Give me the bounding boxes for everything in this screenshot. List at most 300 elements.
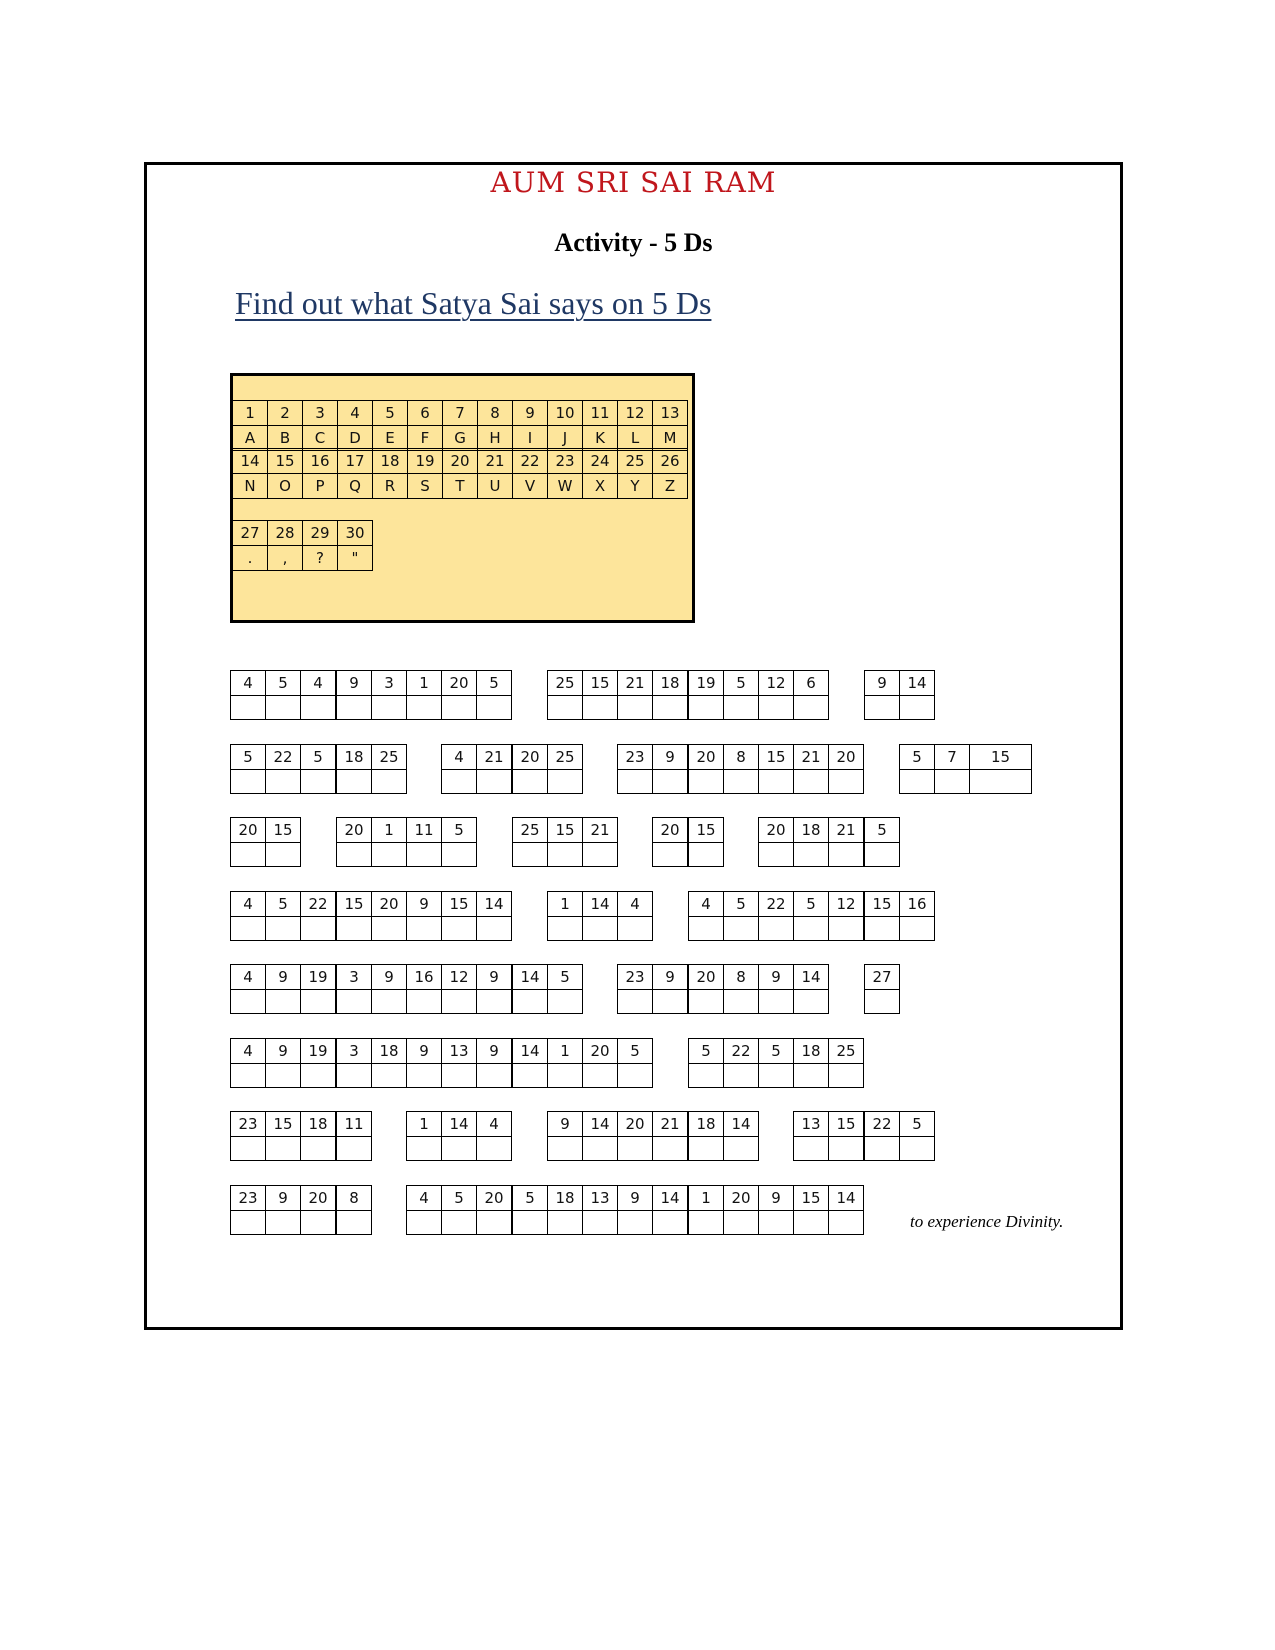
- answer-blank[interactable]: [759, 990, 793, 1014]
- answer-blank[interactable]: [548, 843, 582, 867]
- answer-blank[interactable]: [829, 770, 863, 794]
- answer-blank[interactable]: [301, 917, 335, 941]
- puzzle-cell[interactable]: [688, 1185, 724, 1235]
- answer-blank[interactable]: [653, 843, 687, 867]
- answer-blank[interactable]: [231, 917, 265, 941]
- puzzle-cell[interactable]: [652, 670, 688, 720]
- puzzle-cell[interactable]: [547, 891, 583, 941]
- puzzle-cell[interactable]: [371, 1038, 407, 1088]
- puzzle-cell[interactable]: [934, 744, 970, 794]
- answer-blank[interactable]: [337, 770, 371, 794]
- answer-blank[interactable]: [231, 1064, 265, 1088]
- puzzle-cell[interactable]: [688, 817, 724, 867]
- puzzle-cell[interactable]: [547, 1111, 583, 1161]
- puzzle-number: 18: [794, 818, 828, 843]
- answer-blank[interactable]: [935, 770, 969, 794]
- puzzle-number: 15: [337, 892, 371, 917]
- key-entry: [513, 448, 548, 499]
- puzzle-cell[interactable]: [265, 1111, 301, 1161]
- puzzle-cell[interactable]: [406, 1185, 442, 1235]
- puzzle-cell[interactable]: [688, 1111, 724, 1161]
- answer-blank[interactable]: [442, 990, 476, 1014]
- puzzle-cell[interactable]: [371, 964, 407, 1014]
- puzzle-cell[interactable]: [864, 817, 900, 867]
- puzzle-cell[interactable]: [441, 744, 477, 794]
- puzzle-cell[interactable]: [582, 891, 618, 941]
- answer-blank[interactable]: [900, 696, 934, 720]
- puzzle-cell[interactable]: [688, 964, 724, 1014]
- puzzle-cell[interactable]: [265, 1185, 301, 1235]
- answer-blank[interactable]: [618, 696, 652, 720]
- puzzle-cell[interactable]: [652, 744, 688, 794]
- puzzle-cell[interactable]: [899, 891, 935, 941]
- answer-blank[interactable]: [442, 1211, 476, 1235]
- puzzle-cell[interactable]: [300, 1185, 336, 1235]
- answer-blank[interactable]: [442, 1137, 476, 1161]
- puzzle-cell[interactable]: [512, 1038, 548, 1088]
- key-number: 12: [617, 400, 653, 426]
- answer-blank[interactable]: [231, 770, 265, 794]
- answer-blank[interactable]: [477, 990, 511, 1014]
- puzzle-number: 1: [548, 892, 582, 917]
- answer-blank[interactable]: [829, 843, 863, 867]
- answer-blank[interactable]: [653, 770, 687, 794]
- answer-blank[interactable]: [689, 1064, 723, 1088]
- puzzle-number: 5: [759, 1039, 793, 1064]
- key-entry: [303, 520, 338, 571]
- answer-blank[interactable]: [794, 1064, 828, 1088]
- answer-blank[interactable]: [231, 696, 265, 720]
- puzzle-cell[interactable]: [723, 964, 759, 1014]
- answer-blank[interactable]: [372, 843, 406, 867]
- answer-blank[interactable]: [653, 1137, 687, 1161]
- puzzle-cell[interactable]: [265, 817, 301, 867]
- answer-blank[interactable]: [759, 696, 793, 720]
- answer-blank[interactable]: [513, 1064, 547, 1088]
- answer-blank[interactable]: [618, 917, 652, 941]
- puzzle-cell[interactable]: [652, 817, 688, 867]
- puzzle-cell[interactable]: [265, 1038, 301, 1088]
- puzzle-cell[interactable]: [336, 891, 372, 941]
- puzzle-cell[interactable]: [441, 670, 477, 720]
- answer-blank[interactable]: [301, 990, 335, 1014]
- answer-blank[interactable]: [442, 917, 476, 941]
- puzzle-cell[interactable]: [617, 891, 653, 941]
- answer-blank[interactable]: [337, 1211, 371, 1235]
- answer-blank[interactable]: [865, 843, 899, 867]
- puzzle-cell[interactable]: [230, 964, 266, 1014]
- puzzle-cell[interactable]: [758, 1185, 794, 1235]
- answer-blank[interactable]: [583, 917, 617, 941]
- puzzle-cell[interactable]: [793, 744, 829, 794]
- puzzle-cell[interactable]: [300, 964, 336, 1014]
- answer-blank[interactable]: [548, 1211, 582, 1235]
- answer-blank[interactable]: [794, 770, 828, 794]
- answer-blank[interactable]: [970, 770, 1031, 794]
- puzzle-cell[interactable]: [230, 670, 266, 720]
- puzzle-cell[interactable]: [512, 1185, 548, 1235]
- puzzle-cell[interactable]: [688, 891, 724, 941]
- puzzle-cell[interactable]: [864, 964, 900, 1014]
- answer-blank[interactable]: [337, 990, 371, 1014]
- answer-blank[interactable]: [724, 990, 758, 1014]
- answer-blank[interactable]: [337, 917, 371, 941]
- puzzle-cell[interactable]: [476, 1185, 512, 1235]
- answer-blank[interactable]: [583, 1137, 617, 1161]
- answer-blank[interactable]: [477, 917, 511, 941]
- puzzle-cell[interactable]: [441, 964, 477, 1014]
- puzzle-cell[interactable]: [230, 1111, 266, 1161]
- answer-blank[interactable]: [407, 990, 441, 1014]
- answer-blank[interactable]: [865, 1137, 899, 1161]
- puzzle-cell[interactable]: [230, 1185, 266, 1235]
- puzzle-cell[interactable]: [758, 891, 794, 941]
- puzzle-cell[interactable]: [899, 1111, 935, 1161]
- puzzle-cell[interactable]: [547, 670, 583, 720]
- answer-blank[interactable]: [900, 1137, 934, 1161]
- answer-blank[interactable]: [231, 1137, 265, 1161]
- answer-blank[interactable]: [548, 990, 582, 1014]
- puzzle-cell[interactable]: [864, 1111, 900, 1161]
- answer-blank[interactable]: [407, 1211, 441, 1235]
- puzzle-cell[interactable]: [828, 891, 864, 941]
- answer-blank[interactable]: [407, 917, 441, 941]
- puzzle-cell[interactable]: [547, 817, 583, 867]
- puzzle-number: 21: [829, 818, 863, 843]
- puzzle-cell[interactable]: [441, 891, 477, 941]
- puzzle-cell[interactable]: [406, 1111, 442, 1161]
- puzzle-cell[interactable]: [371, 817, 407, 867]
- puzzle-cell[interactable]: [899, 670, 935, 720]
- answer-blank[interactable]: [266, 696, 300, 720]
- answer-blank[interactable]: [231, 843, 265, 867]
- answer-blank[interactable]: [794, 696, 828, 720]
- answer-blank[interactable]: [548, 1137, 582, 1161]
- answer-blank[interactable]: [653, 990, 687, 1014]
- puzzle-cell[interactable]: [547, 1038, 583, 1088]
- puzzle-number: 22: [266, 745, 300, 770]
- answer-blank[interactable]: [689, 917, 723, 941]
- answer-blank[interactable]: [794, 917, 828, 941]
- puzzle-cell[interactable]: [969, 744, 1032, 794]
- answer-blank[interactable]: [794, 1211, 828, 1235]
- puzzle-cell[interactable]: [617, 964, 653, 1014]
- answer-blank[interactable]: [724, 1064, 758, 1088]
- puzzle-cell[interactable]: [617, 744, 653, 794]
- puzzle-cell[interactable]: [793, 1111, 829, 1161]
- answer-blank[interactable]: [829, 917, 863, 941]
- puzzle-cell[interactable]: [547, 964, 583, 1014]
- answer-blank[interactable]: [266, 1211, 300, 1235]
- answer-blank[interactable]: [513, 990, 547, 1014]
- answer-blank[interactable]: [583, 1211, 617, 1235]
- puzzle-cell[interactable]: [688, 670, 724, 720]
- puzzle-cell[interactable]: [793, 1185, 829, 1235]
- puzzle-cell[interactable]: [230, 817, 266, 867]
- answer-blank[interactable]: [266, 1137, 300, 1161]
- puzzle-cell[interactable]: [336, 1111, 372, 1161]
- puzzle-cell[interactable]: [406, 817, 442, 867]
- puzzle-cell[interactable]: [758, 670, 794, 720]
- puzzle-cell[interactable]: [793, 964, 829, 1014]
- puzzle-cell[interactable]: [300, 1111, 336, 1161]
- answer-blank[interactable]: [301, 1137, 335, 1161]
- answer-blank[interactable]: [442, 843, 476, 867]
- puzzle-number: 5: [900, 1112, 934, 1137]
- key-number: 7: [442, 400, 478, 426]
- puzzle-cell[interactable]: [265, 744, 301, 794]
- puzzle-cell[interactable]: [723, 670, 759, 720]
- puzzle-cell[interactable]: [723, 1111, 759, 1161]
- answer-blank[interactable]: [231, 990, 265, 1014]
- answer-blank[interactable]: [724, 770, 758, 794]
- answer-blank[interactable]: [548, 770, 582, 794]
- answer-blank[interactable]: [618, 1137, 652, 1161]
- puzzle-cell[interactable]: [406, 964, 442, 1014]
- answer-blank[interactable]: [583, 843, 617, 867]
- puzzle-cell[interactable]: [617, 1038, 653, 1088]
- puzzle-cell[interactable]: [688, 1038, 724, 1088]
- answer-blank[interactable]: [689, 1137, 723, 1161]
- puzzle-cell[interactable]: [441, 1111, 477, 1161]
- answer-blank[interactable]: [759, 1064, 793, 1088]
- answer-blank[interactable]: [407, 1137, 441, 1161]
- puzzle-number: 14: [794, 965, 828, 990]
- puzzle-cell[interactable]: [476, 1111, 512, 1161]
- puzzle-number: 19: [301, 965, 335, 990]
- answer-blank[interactable]: [618, 1064, 652, 1088]
- puzzle-cell[interactable]: [793, 1038, 829, 1088]
- answer-blank[interactable]: [442, 770, 476, 794]
- answer-blank[interactable]: [724, 1211, 758, 1235]
- answer-blank[interactable]: [548, 1064, 582, 1088]
- puzzle-cell[interactable]: [864, 891, 900, 941]
- puzzle-cell[interactable]: [582, 1111, 618, 1161]
- puzzle-cell[interactable]: [300, 670, 336, 720]
- puzzle-cell[interactable]: [758, 817, 794, 867]
- puzzle-number: 15: [829, 1112, 863, 1137]
- puzzle-cell[interactable]: [828, 1038, 864, 1088]
- answer-blank[interactable]: [900, 917, 934, 941]
- puzzle-cell[interactable]: [336, 670, 372, 720]
- puzzle-cell[interactable]: [336, 817, 372, 867]
- puzzle-cell[interactable]: [300, 744, 336, 794]
- puzzle-cell[interactable]: [336, 964, 372, 1014]
- answer-blank[interactable]: [266, 917, 300, 941]
- answer-blank[interactable]: [337, 696, 371, 720]
- answer-blank[interactable]: [759, 770, 793, 794]
- answer-blank[interactable]: [513, 1211, 547, 1235]
- puzzle-cell[interactable]: [793, 817, 829, 867]
- puzzle-number: 20: [829, 745, 863, 770]
- answer-blank[interactable]: [689, 990, 723, 1014]
- key-entry: [443, 400, 478, 451]
- answer-blank[interactable]: [372, 696, 406, 720]
- puzzle-cell[interactable]: [688, 744, 724, 794]
- puzzle-cell[interactable]: [582, 1038, 618, 1088]
- answer-blank[interactable]: [653, 1211, 687, 1235]
- puzzle-cell[interactable]: [336, 1038, 372, 1088]
- puzzle-cell[interactable]: [476, 1038, 512, 1088]
- puzzle-cell[interactable]: [230, 1038, 266, 1088]
- puzzle-cell[interactable]: [723, 1038, 759, 1088]
- puzzle-cell[interactable]: [336, 744, 372, 794]
- answer-blank[interactable]: [583, 696, 617, 720]
- puzzle-cell[interactable]: [476, 891, 512, 941]
- answer-blank[interactable]: [618, 770, 652, 794]
- puzzle-cell[interactable]: [793, 891, 829, 941]
- answer-blank[interactable]: [301, 1211, 335, 1235]
- puzzle-cell[interactable]: [265, 891, 301, 941]
- puzzle-number: 5: [689, 1039, 723, 1064]
- answer-blank[interactable]: [829, 1137, 863, 1161]
- answer-blank[interactable]: [301, 696, 335, 720]
- answer-blank[interactable]: [724, 1137, 758, 1161]
- puzzle-cell[interactable]: [230, 891, 266, 941]
- answer-blank[interactable]: [337, 1064, 371, 1088]
- puzzle-cell[interactable]: [441, 1185, 477, 1235]
- answer-blank[interactable]: [794, 990, 828, 1014]
- answer-blank[interactable]: [266, 1064, 300, 1088]
- answer-blank[interactable]: [794, 843, 828, 867]
- puzzle-cell[interactable]: [899, 744, 935, 794]
- puzzle-cell[interactable]: [512, 744, 548, 794]
- answer-blank[interactable]: [548, 696, 582, 720]
- answer-blank[interactable]: [829, 1211, 863, 1235]
- puzzle-cell[interactable]: [230, 744, 266, 794]
- answer-blank[interactable]: [442, 1064, 476, 1088]
- answer-blank[interactable]: [407, 696, 441, 720]
- answer-blank[interactable]: [407, 843, 441, 867]
- answer-blank[interactable]: [372, 917, 406, 941]
- puzzle-cell[interactable]: [793, 670, 829, 720]
- puzzle-cell[interactable]: [406, 1038, 442, 1088]
- puzzle-number: 4: [442, 745, 476, 770]
- answer-blank[interactable]: [689, 1211, 723, 1235]
- puzzle-cell[interactable]: [336, 1185, 372, 1235]
- answer-blank[interactable]: [477, 770, 511, 794]
- answer-blank[interactable]: [477, 1211, 511, 1235]
- answer-blank[interactable]: [689, 843, 723, 867]
- answer-blank[interactable]: [266, 990, 300, 1014]
- puzzle-cell[interactable]: [617, 670, 653, 720]
- answer-blank[interactable]: [794, 1137, 828, 1161]
- answer-blank[interactable]: [337, 1137, 371, 1161]
- puzzle-cell[interactable]: [828, 1111, 864, 1161]
- puzzle-cell[interactable]: [371, 891, 407, 941]
- answer-blank[interactable]: [301, 770, 335, 794]
- puzzle-cell[interactable]: [617, 1111, 653, 1161]
- puzzle-cell[interactable]: [723, 1185, 759, 1235]
- answer-blank[interactable]: [900, 770, 934, 794]
- answer-blank[interactable]: [583, 1064, 617, 1088]
- puzzle-cell[interactable]: [476, 964, 512, 1014]
- answer-blank[interactable]: [372, 1064, 406, 1088]
- puzzle-cell[interactable]: [617, 1185, 653, 1235]
- answer-blank[interactable]: [442, 696, 476, 720]
- answer-blank[interactable]: [337, 843, 371, 867]
- answer-blank[interactable]: [477, 696, 511, 720]
- puzzle-cell[interactable]: [406, 891, 442, 941]
- puzzle-cell[interactable]: [547, 1185, 583, 1235]
- puzzle-cell[interactable]: [828, 1185, 864, 1235]
- answer-blank[interactable]: [618, 1211, 652, 1235]
- answer-blank[interactable]: [513, 770, 547, 794]
- answer-blank[interactable]: [407, 1064, 441, 1088]
- answer-blank[interactable]: [759, 1211, 793, 1235]
- puzzle-number: 21: [477, 745, 511, 770]
- puzzle-cell[interactable]: [758, 1038, 794, 1088]
- answer-blank[interactable]: [266, 770, 300, 794]
- answer-blank[interactable]: [477, 1064, 511, 1088]
- puzzle-cell[interactable]: [371, 744, 407, 794]
- puzzle-cell[interactable]: [441, 1038, 477, 1088]
- puzzle-cell[interactable]: [723, 891, 759, 941]
- puzzle-cell[interactable]: [476, 670, 512, 720]
- puzzle-cell[interactable]: [300, 1038, 336, 1088]
- puzzle-number: 5: [724, 671, 758, 696]
- puzzle-cell[interactable]: [406, 670, 442, 720]
- answer-blank[interactable]: [865, 990, 899, 1014]
- puzzle-cell[interactable]: [652, 1185, 688, 1235]
- puzzle-cell[interactable]: [758, 964, 794, 1014]
- answer-blank[interactable]: [724, 696, 758, 720]
- puzzle-cell[interactable]: [652, 964, 688, 1014]
- answer-blank[interactable]: [865, 696, 899, 720]
- puzzle-cell[interactable]: [582, 1185, 618, 1235]
- answer-blank[interactable]: [653, 696, 687, 720]
- key-number: 22: [512, 448, 548, 474]
- puzzle-cell[interactable]: [300, 891, 336, 941]
- answer-blank[interactable]: [513, 843, 547, 867]
- answer-blank[interactable]: [618, 990, 652, 1014]
- puzzle-cell[interactable]: [652, 1111, 688, 1161]
- puzzle-cell[interactable]: [476, 744, 512, 794]
- answer-blank[interactable]: [301, 1064, 335, 1088]
- answer-blank[interactable]: [759, 843, 793, 867]
- puzzle-cell[interactable]: [582, 670, 618, 720]
- puzzle-cell[interactable]: [582, 817, 618, 867]
- answer-blank[interactable]: [477, 1137, 511, 1161]
- puzzle-cell[interactable]: [758, 744, 794, 794]
- puzzle-cell[interactable]: [512, 964, 548, 1014]
- answer-blank[interactable]: [372, 770, 406, 794]
- answer-blank[interactable]: [548, 917, 582, 941]
- key-entry: [338, 448, 373, 499]
- answer-blank[interactable]: [689, 696, 723, 720]
- puzzle-cell[interactable]: [723, 744, 759, 794]
- puzzle-number: 4: [231, 892, 265, 917]
- answer-blank[interactable]: [266, 843, 300, 867]
- puzzle-cell[interactable]: [828, 744, 864, 794]
- puzzle-cell[interactable]: [265, 964, 301, 1014]
- puzzle-cell[interactable]: [512, 817, 548, 867]
- answer-blank[interactable]: [231, 1211, 265, 1235]
- answer-blank[interactable]: [724, 917, 758, 941]
- puzzle-cell[interactable]: [864, 670, 900, 720]
- key-letter: Z: [652, 473, 688, 499]
- puzzle-cell[interactable]: [441, 817, 477, 867]
- answer-blank[interactable]: [829, 1064, 863, 1088]
- answer-blank[interactable]: [372, 990, 406, 1014]
- puzzle-cell[interactable]: [828, 817, 864, 867]
- answer-blank[interactable]: [689, 770, 723, 794]
- puzzle-cell[interactable]: [265, 670, 301, 720]
- puzzle-cell[interactable]: [547, 744, 583, 794]
- answer-blank[interactable]: [759, 917, 793, 941]
- puzzle-cell[interactable]: [371, 670, 407, 720]
- answer-blank[interactable]: [865, 917, 899, 941]
